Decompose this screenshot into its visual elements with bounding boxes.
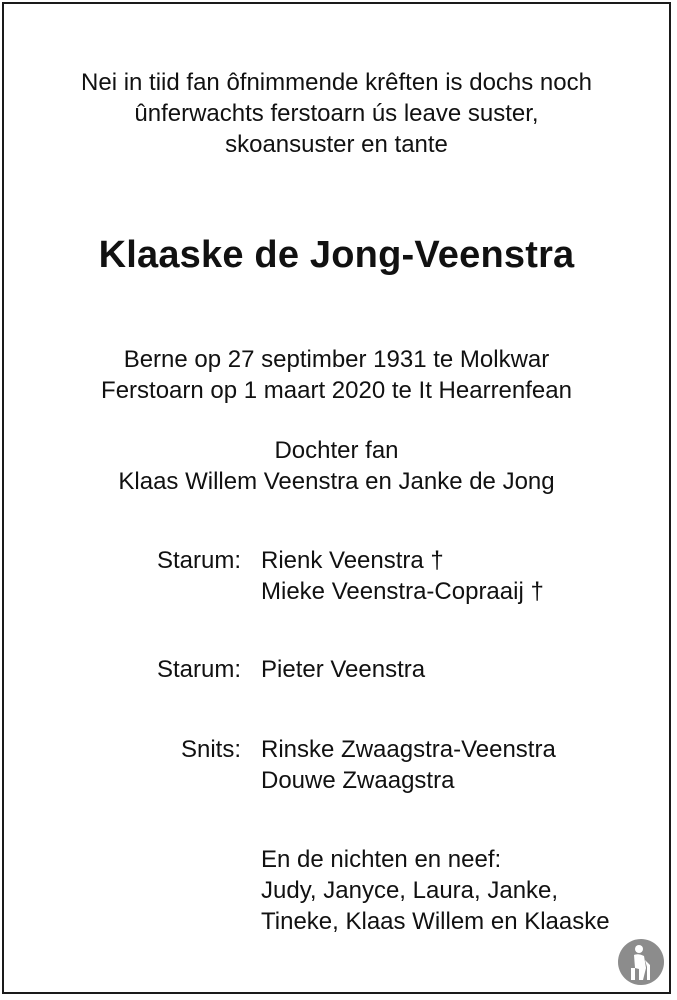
family-place: Starum: bbox=[156, 656, 241, 683]
life-dates bbox=[4, 344, 669, 406]
family-names bbox=[261, 734, 661, 796]
family-place: Snits: bbox=[180, 736, 241, 763]
memorial-figure-icon bbox=[617, 938, 665, 986]
intro-line: Nei in tiid fan ôfnimmende krêften is dochs noch bbox=[81, 69, 592, 96]
obituary-card bbox=[2, 2, 671, 994]
family-member: Rienk Veenstra † bbox=[261, 547, 444, 574]
family-member: Mieke Veenstra-Copraaij † bbox=[261, 578, 544, 605]
intro-text bbox=[4, 67, 669, 160]
family-member: Tineke, Klaas Willem en Klaaske bbox=[261, 908, 610, 935]
family-place: Starum: bbox=[156, 547, 241, 574]
parents-names: Klaas Willem Veenstra en Janke de Jong bbox=[118, 468, 555, 495]
family-member: Douwe Zwaagstra bbox=[261, 767, 455, 794]
parents-text bbox=[4, 435, 669, 497]
death-line: Ferstoarn op 1 maart 2020 te It Hearrenfean bbox=[101, 377, 572, 404]
family-member: Rinske Zwaagstra-Veenstra bbox=[261, 736, 556, 763]
family-names bbox=[261, 844, 661, 937]
family-member: Pieter Veenstra bbox=[261, 656, 426, 683]
parents-heading: Dochter fan bbox=[274, 437, 399, 464]
family-member: En de nichten en neef: bbox=[261, 846, 502, 873]
family-member: Judy, Janyce, Laura, Janke, bbox=[261, 877, 559, 904]
family-names bbox=[261, 545, 661, 607]
intro-line: ûnferwachts ferstoarn ús leave suster, bbox=[134, 100, 539, 127]
family-names bbox=[261, 654, 661, 685]
intro-line: skoansuster en tante bbox=[225, 131, 448, 158]
birth-line: Berne op 27 septimber 1931 te Molkwar bbox=[123, 346, 550, 373]
deceased-name: Klaaske de Jong-Veenstra bbox=[98, 234, 575, 276]
